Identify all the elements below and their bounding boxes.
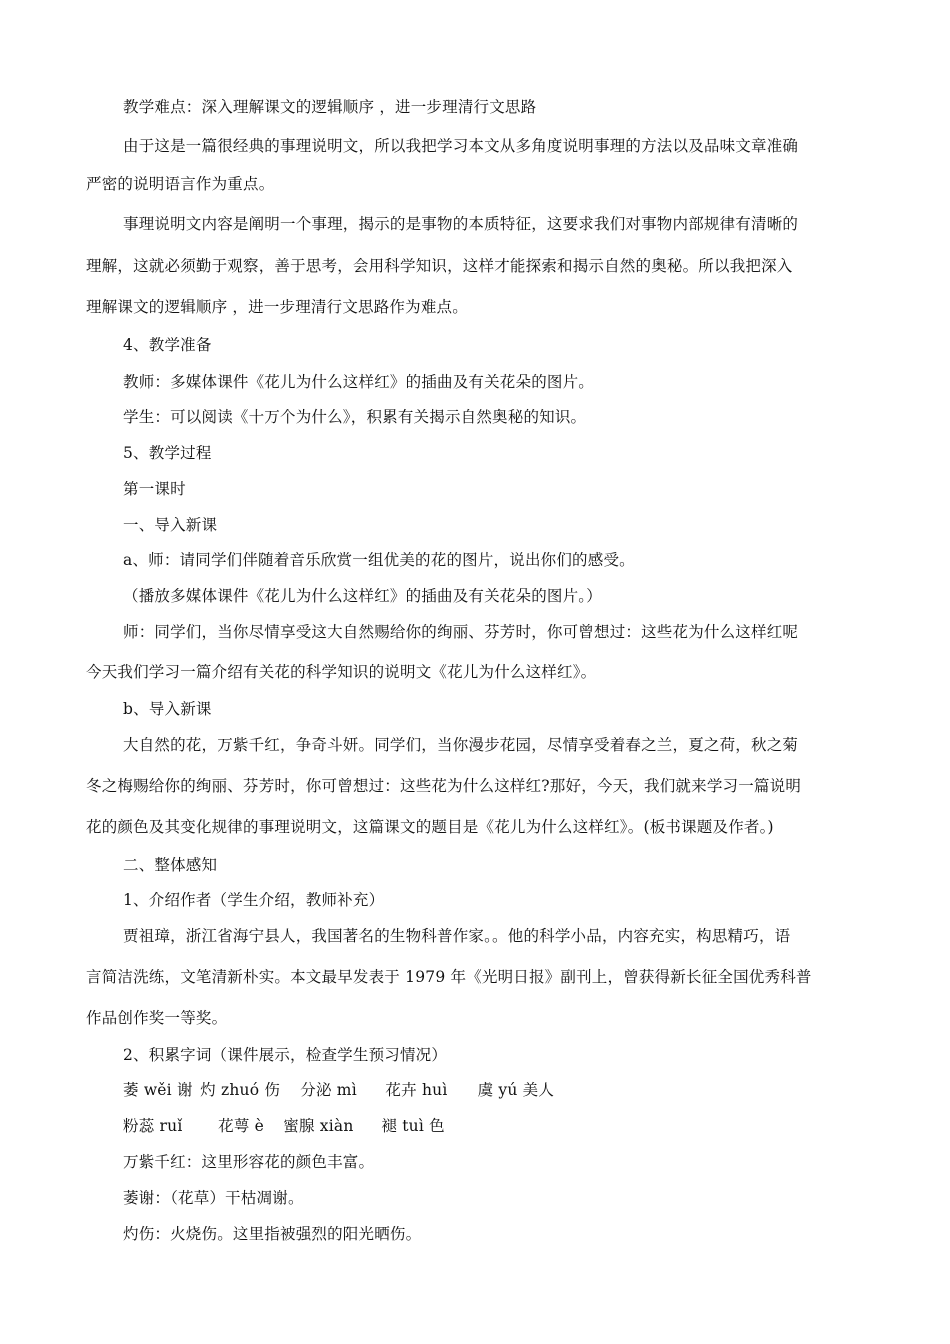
- paragraph-line: 作品创作奖一等奖。: [86, 1009, 228, 1027]
- section-heading: 一、导入新课: [123, 516, 218, 534]
- vocab-definition: 万紫千红：这里形容花的颜色丰富。: [123, 1153, 375, 1171]
- section-heading: 4、教学准备: [123, 336, 212, 354]
- section-heading: 1、介绍作者（学生介绍，教师补充）: [123, 891, 385, 909]
- vocab-item: 分泌 mì: [300, 1081, 357, 1099]
- vocab-definition: 灼伤：火烧伤。这里指被强烈的阳光晒伤。: [123, 1225, 422, 1243]
- paragraph-line: 大自然的花，万紫千红，争奇斗妍。同学们，当你漫步花园，尽情享受着春之兰，夏之荷，秋之菊: [123, 736, 799, 754]
- paragraph-line: 理解课文的逻辑顺序 ，进一步理清行文思路作为难点。: [86, 298, 468, 316]
- paragraph-line: 冬之梅赐给你的绚丽、芬芳时，你可曾想过：这些花为什么这样红?那好，今天，我们就来学习一篇说明: [86, 777, 802, 795]
- vocab-item: 褪 tuì 色: [381, 1117, 445, 1135]
- paragraph-line: 事理说明文内容是阐明一个事理，揭示的是事物的本质特征，这要求我们对事物内部规律有清晰的: [123, 215, 799, 233]
- vocab-item: 虞 yú 美人: [477, 1081, 555, 1099]
- vocab-item: 花卉 huì: [385, 1081, 448, 1099]
- vocab-item: 粉蕊 ruǐ: [123, 1117, 183, 1135]
- paragraph-line: 今天我们学习一篇介绍有关花的科学知识的说明文《花儿为什么这样红》。: [86, 663, 597, 681]
- vocab-item: 萎 wěi 谢: [123, 1081, 193, 1099]
- paragraph-line: a、师：请同学们伴随着音乐欣赏一组优美的花的图片，说出你们的感受。: [123, 551, 635, 569]
- paragraph-teaching-difficulty: 教学难点：深入理解课文的逻辑顺序 ，进一步理清行文思路: [123, 98, 537, 116]
- paragraph-line: （播放多媒体课件《花儿为什么这样红》的插曲及有关花朵的图片。）: [123, 587, 602, 605]
- section-heading: 5、教学过程: [123, 444, 212, 462]
- section-heading: 第一课时: [123, 480, 186, 498]
- vocab-item: 灼 zhuó 伤: [200, 1081, 281, 1099]
- paragraph-line: 言简洁洗练，文笔清新朴实。本文最早发表于 1979 年《光明日报》副刊上，曾获得新长征全国优秀科普: [86, 968, 812, 986]
- paragraph-line: 师：同学们，当你尽情享受这大自然赐给你的绚丽、芬芳时，你可曾想过：这些花为什么这样红呢: [123, 623, 799, 641]
- paragraph-line: 由于这是一篇很经典的事理说明文，所以我把学习本文从多角度说明事理的方法以及品味文章准确: [123, 137, 799, 155]
- paragraph-line: 严密的说明语言作为重点。: [86, 175, 275, 193]
- paragraph-line: 学生：可以阅读《十万个为什么》，积累有关揭示自然奥秘的知识。: [123, 408, 587, 426]
- paragraph-line: 花的颜色及其变化规律的事理说明文，这篇课文的题目是《花儿为什么这样红》。(板书课题及作者。): [86, 818, 774, 836]
- vocab-row-2: [123, 1116, 445, 1136]
- paragraph-line: 理解，这就必须勤于观察，善于思考，会用科学知识，这样才能探索和揭示自然的奥秘。所以我把深入: [86, 257, 793, 275]
- section-heading: 2、积累字词（课件展示，检查学生预习情况）: [123, 1046, 448, 1064]
- vocab-definition: 萎谢：（花草）干枯凋谢。: [123, 1189, 304, 1207]
- paragraph-line: 贾祖璋，浙江省海宁县人，我国著名的生物科普作家。。他的科学小品，内容充实，构思精巧，语: [123, 927, 791, 945]
- section-heading: 二、整体感知: [123, 856, 218, 874]
- vocab-row-1: [123, 1080, 554, 1100]
- vocab-item: 花萼 è: [218, 1117, 265, 1135]
- section-heading: b、导入新课: [123, 700, 212, 718]
- vocab-item: 蜜腺 xiàn: [283, 1117, 354, 1135]
- paragraph-line: 教师：多媒体课件《花儿为什么这样红》的插曲及有关花朵的图片。: [123, 373, 595, 391]
